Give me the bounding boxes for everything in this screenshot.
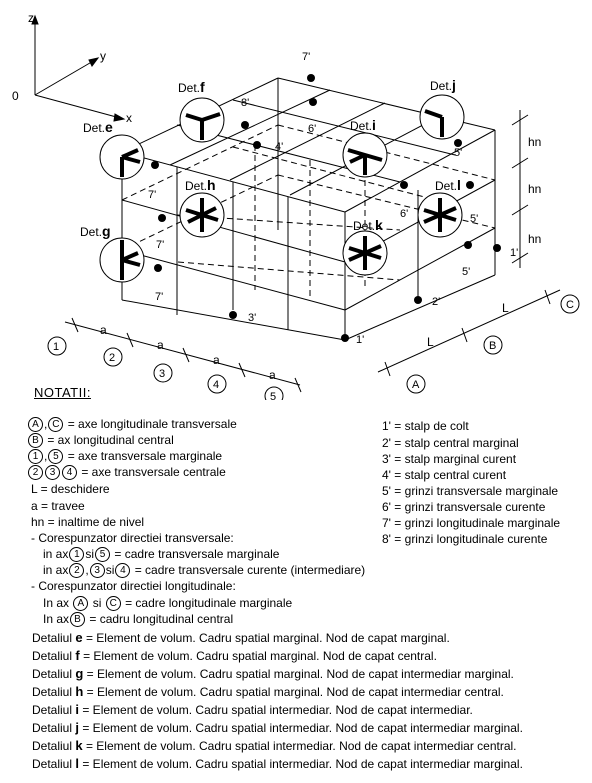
svg-text:B: B (489, 340, 497, 352)
note-right-3: 3' = stalp marginal curent (382, 452, 517, 466)
detail-note-h: Detaliul h = Element de volum. Cadru spatial marginal. Nod de capat intermediar central. (32, 684, 504, 699)
axis-z-label: z (28, 11, 34, 25)
note-right-6: 6' = grinzi transversale curente (382, 500, 546, 514)
axis-origin-label: 0 (12, 89, 19, 103)
svg-text:Det.g: Det.g (80, 223, 111, 239)
svg-text:3: 3 (159, 368, 166, 380)
L-label-1: L (427, 335, 434, 349)
note-L: L = deschidere (31, 482, 110, 496)
hn-label-2: hn (528, 182, 542, 196)
note-right-1: 1' = stalp de colt (382, 419, 469, 433)
detail-circle-i (343, 117, 387, 177)
note-right-2: 2' = stalp central marginal (382, 436, 519, 450)
axis-y-label: y (100, 49, 106, 63)
mark-label: 5' (470, 213, 479, 225)
a-label-1: a (100, 323, 107, 337)
a-label-3: a (213, 353, 220, 367)
note-long-head: - Corespunzator directiei longitudinale: (31, 579, 236, 593)
grid-bubble-5 (265, 387, 283, 400)
grid-bubble-C (561, 295, 579, 313)
detail-circle-j (420, 77, 464, 139)
note-15: 1 , 5 = axe transversale marginale (27, 449, 222, 464)
svg-text:Det.l: Det.l (435, 177, 461, 193)
detail-note-j: Detaliul j = Element de volum. Cadru spatial intermediar. Nod de capat intermediar marginal. (32, 720, 523, 735)
grid-bubble-1 (48, 337, 66, 355)
note-right-8: 8' = grinzi longitudinale curente (382, 532, 548, 546)
mark-label: 7' (155, 291, 164, 303)
grid-bubble-3 (154, 364, 172, 382)
note-ac: A , C = axe longitudinale transversale (27, 417, 237, 432)
detail-circle-e (83, 119, 144, 179)
grid-bubble-A (407, 375, 425, 393)
detail-note-k: Detaliul k = Element de volum. Cadru spatial intermediar. Nod de capat intermediar central. (32, 738, 517, 753)
detail-note-i: Detaliul i = Element de volum. Cadru spatial intermediar. Nod de capat intermediar. (32, 702, 473, 717)
mark-label: 5' (462, 266, 471, 278)
note-trans-2: in ax 2 , 3 si 4 = cadre transversale curente (intermediare) (43, 563, 366, 577)
mark-label: 1' (356, 334, 365, 346)
svg-text:Det.k: Det.k (353, 217, 383, 233)
svg-text:5: 5 (270, 391, 277, 400)
mark-label: 7' (302, 51, 311, 63)
detail-note-l: Detaliul l = Element de volum. Cadru spatial intermediar. Nod de capat intermediar marginal. (32, 756, 523, 771)
svg-text:2: 2 (109, 352, 116, 364)
mark-label: 6' (400, 208, 409, 220)
axis-x-label: x (126, 111, 132, 125)
mark-label: 8' (241, 97, 250, 109)
svg-text:1: 1 (53, 341, 60, 353)
detail-circle-h (180, 177, 224, 237)
grid-bubble-4 (208, 375, 226, 393)
note-234: 2 3 4 = axe transversale centrale (27, 465, 226, 480)
svg-text:Det.j: Det.j (430, 77, 456, 93)
svg-text:A: A (412, 379, 420, 391)
note-right-4: 4' = stalp central curent (382, 468, 507, 482)
note-b: B = ax longitudinal central (27, 433, 174, 448)
note-right-5: 5' = grinzi transversale marginale (382, 484, 559, 498)
detail-note-e: Detaliul e = Element de volum. Cadru spatial marginal. Nod de capat marginal. (32, 630, 450, 645)
detail-circle-g (80, 223, 144, 282)
coordinate-axes (32, 16, 124, 121)
detail-circle-l (418, 177, 462, 237)
note-trans-1: in ax 1 si 5 = cadre transversale marginale (43, 547, 280, 561)
note-right-7: 7' = grinzi longitudinale marginale (382, 516, 561, 530)
mark-label: 6' (308, 123, 317, 135)
a-label-4: a (269, 368, 276, 382)
mark-label: 4' (275, 141, 284, 153)
detail-note-g: Detaliul g = Element de volum. Cadru spatial marginal. Nod de capat intermediar marginal. (32, 666, 514, 681)
detail-note-f: Detaliul f = Element de volum. Cadru spatial marginal. Nod de capat central. (32, 648, 437, 663)
note-trans-head: - Corespunzator directiei transversale: (31, 531, 234, 545)
mark-label: 1' (510, 247, 519, 259)
grid-bubble-B (484, 336, 502, 354)
hn-label-1: hn (528, 135, 542, 149)
a-label-2: a (157, 338, 164, 352)
notes-title: NOTATII: (34, 385, 91, 400)
mark-label: 7' (156, 239, 165, 251)
detail-circle-k (343, 217, 387, 275)
note-a: a = travee (31, 499, 85, 513)
svg-text:C: C (566, 299, 574, 311)
svg-text:Det.i: Det.i (350, 117, 376, 133)
svg-text:Det.e: Det.e (83, 119, 113, 135)
hn-label-3: hn (528, 232, 542, 246)
note-long-2: In ax B = cadru longitudinal central (43, 612, 234, 626)
span-dimension-L (378, 290, 560, 376)
mark-label: 5' (454, 147, 463, 159)
mark-label: 7' (148, 189, 157, 201)
svg-text:Det.f: Det.f (178, 79, 205, 95)
mark-label: 2' (432, 296, 441, 308)
L-label-2: L (502, 301, 509, 315)
note-hn: hn = inaltime de nivel (31, 515, 145, 529)
detail-circle-f (178, 79, 224, 142)
mark-label: 3' (248, 312, 257, 324)
height-dimension (512, 110, 528, 268)
svg-text:4: 4 (213, 379, 220, 391)
svg-text:Det.h: Det.h (185, 177, 216, 193)
note-long-1: In ax A si C = cadre longitudinale marginale (43, 596, 293, 610)
grid-bubble-2 (104, 348, 122, 366)
